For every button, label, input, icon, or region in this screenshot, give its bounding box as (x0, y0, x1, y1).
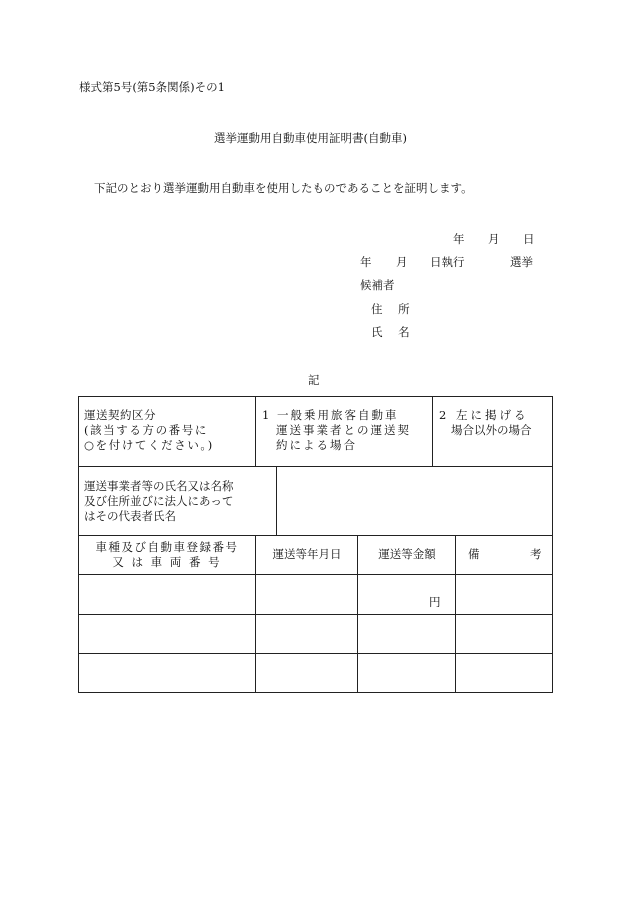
header-amount: 運送等金額 (378, 547, 436, 561)
remarks-cell[interactable] (456, 614, 553, 653)
amount-cell[interactable] (358, 574, 456, 614)
operator-value-cell[interactable] (277, 466, 553, 535)
statement: 下記のとおり選挙運動用自動車を使用したものであることを証明します。 (94, 181, 473, 195)
header-remarks-1: 備 (468, 547, 480, 561)
vehicle-cell[interactable] (78, 653, 256, 693)
date-month: 月 (488, 232, 500, 246)
header-date-cell (256, 535, 358, 574)
operator-row (78, 466, 553, 535)
name-label: 氏 名 (371, 325, 416, 339)
candidate-label: 候補者 (360, 278, 395, 292)
date-cell[interactable] (256, 653, 358, 693)
remarks-cell[interactable] (456, 574, 553, 614)
operator-label-line: はその代表者氏名 (84, 509, 176, 523)
ki-label: 記 (308, 373, 320, 387)
operator-label-cell (78, 466, 277, 535)
date-cell[interactable] (256, 574, 358, 614)
option1-line: 1 一般乗用旅客自動車 (262, 408, 399, 422)
header-vehicle-cell (78, 535, 256, 574)
header-row (78, 535, 553, 574)
amount-cell[interactable] (358, 614, 456, 653)
election-month: 月 (396, 255, 408, 269)
election-day-executed: 日執行 (430, 255, 465, 269)
form-number: 様式第5号(第5条関係)その1 (79, 80, 225, 94)
certificate-table (78, 396, 553, 693)
option1-line: 約による場合 (276, 438, 357, 452)
header-vehicle-line: 車種及び自動車登録番号 (95, 540, 239, 554)
header-amount-cell (358, 535, 456, 574)
remarks-cell[interactable] (456, 653, 553, 693)
option1-cell[interactable] (256, 396, 433, 466)
option2-cell[interactable] (433, 396, 553, 466)
header-remarks-2: 考 (530, 547, 542, 561)
contract-row (78, 396, 553, 466)
table-row (78, 614, 553, 653)
header-vehicle-line: 又 は 車 両 番 号 (112, 555, 222, 569)
vehicle-cell[interactable] (78, 574, 256, 614)
address-label: 住 所 (371, 302, 416, 316)
contract-label-line: ○を付けてください。) (84, 438, 214, 452)
table-row (78, 574, 553, 614)
election-label: 選挙 (510, 255, 533, 269)
contract-label-cell (78, 396, 256, 466)
header-date: 運送等年月日 (272, 547, 342, 561)
table-row (78, 653, 553, 693)
amount-cell[interactable] (358, 653, 456, 693)
date-cell[interactable] (256, 614, 358, 653)
option2-line: 2 左に掲げる (439, 408, 529, 422)
date-year: 年 (453, 232, 465, 246)
page-title: 選挙運動用自動車使用証明書(自動車) (214, 131, 407, 145)
contract-label-line: 運送契約区分 (84, 408, 156, 422)
option2-line: 場合以外の場合 (451, 423, 532, 437)
contract-label-line: (該当する方の番号に (84, 423, 208, 437)
option1-line: 運送事業者との運送契 (276, 423, 411, 437)
operator-label-line: 運送事業者等の氏名又は名称 (84, 479, 234, 493)
date-day: 日 (523, 232, 535, 246)
yen-unit: 円 (429, 595, 441, 609)
header-remarks-cell (456, 535, 553, 574)
election-year: 年 (360, 255, 372, 269)
operator-label-line: 及び住所並びに法人にあって (84, 494, 234, 508)
vehicle-cell[interactable] (78, 614, 256, 653)
